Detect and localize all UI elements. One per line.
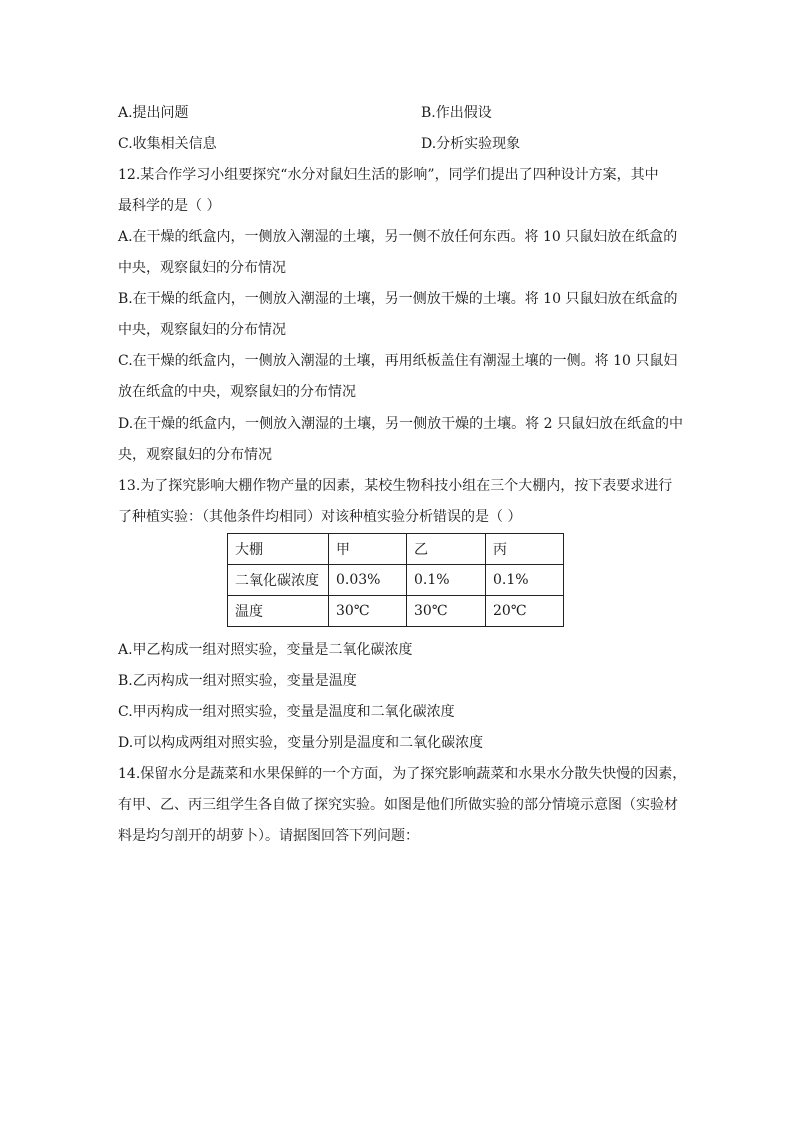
q11-option-b: B.作出假设 — [421, 105, 492, 121]
table-cell: 甲 — [329, 534, 407, 565]
q12-option-b-line2: 中央，观察鼠妇的分布情况 — [118, 322, 286, 338]
table-cell: 大棚 — [228, 534, 329, 565]
table-cell: 二氧化碳浓度 — [228, 565, 329, 596]
table-cell: 0.1% — [486, 565, 564, 596]
table-row — [228, 596, 564, 627]
q13-option-c: C.甲丙构成一组对照实验，变量是温度和二氧化碳浓度 — [118, 704, 455, 720]
q14-stem-line1: 14.保留水分是蔬菜和水果保鲜的一个方面，为了探究影响蔬菜和水果水分散失快慢的因素， — [118, 766, 687, 782]
q13-option-d: D.可以构成两组对照实验，变量分别是温度和二氧化碳浓度 — [118, 735, 484, 751]
q12-stem-line1: 12.某合作学习小组要探究“水分对鼠妇生活的影响”，同学们提出了四种设计方案，其中 — [118, 167, 659, 183]
q12-option-b-line1: B.在干燥的纸盒内，一侧放入潮湿的土壤，另一侧放干燥的土壤。将 10 只鼠妇放在纸盒的 — [118, 291, 678, 307]
table-header-row — [228, 534, 564, 565]
q13-stem-line1: 13.为了探究影响大棚作物产量的因素，某校生物科技小组在三个大棚内，按下表要求进行 — [118, 478, 673, 494]
q11-option-c: C.收集相关信息 — [118, 136, 217, 152]
table-cell: 乙 — [407, 534, 486, 565]
q12-option-a-line2: 中央，观察鼠妇的分布情况 — [118, 260, 286, 276]
q13-option-b: B.乙丙构成一组对照实验，变量是温度 — [118, 673, 357, 689]
q11-option-d: D.分析实验现象 — [421, 136, 521, 152]
q13-option-a: A.甲乙构成一组对照实验，变量是二氧化碳浓度 — [118, 642, 413, 658]
table-cell: 30℃ — [329, 596, 407, 627]
q13-data-table — [227, 533, 564, 627]
table-cell: 0.1% — [407, 565, 486, 596]
q12-option-d-line1: D.在干燥的纸盒内，一侧放入潮湿的土壤，另一侧放干燥的土壤。将 2 只鼠妇放在纸盒的中 — [118, 416, 683, 432]
q14-stem-line3: 料是均匀剖开的胡萝卜）。请据图回答下列问题： — [118, 828, 419, 844]
table-cell: 0.03% — [329, 565, 407, 596]
table-cell: 30℃ — [407, 596, 486, 627]
q12-option-d-line2: 央，观察鼠妇的分布情况 — [118, 447, 272, 463]
table-row — [228, 565, 564, 596]
q12-stem-line2: 最科学的是（ ） — [118, 198, 221, 214]
q12-option-a-line1: A.在干燥的纸盒内，一侧放入潮湿的土壤，另一侧不放任何东西。将 10 只鼠妇放在纸盒的 — [118, 229, 678, 245]
q12-option-c-line2: 放在纸盒的中央，观察鼠妇的分布情况 — [118, 384, 356, 400]
q11-option-a: A.提出问题 — [118, 105, 189, 121]
table-cell: 温度 — [228, 596, 329, 627]
table-cell: 丙 — [486, 534, 564, 565]
q12-option-c-line1: C.在干燥的纸盒内，一侧放入潮湿的土壤，再用纸板盖住有潮湿土壤的一侧。将 10 只鼠妇 — [118, 353, 678, 369]
q13-stem-line2: 了种植实验：（其他条件均相同）对该种植实验分析错误的是（ ） — [118, 509, 522, 525]
table-cell: 20℃ — [486, 596, 564, 627]
q14-stem-line2: 有甲、乙、丙三组学生各自做了探究实验。如图是他们所做实验的部分情境示意图（实验材 — [118, 797, 678, 813]
